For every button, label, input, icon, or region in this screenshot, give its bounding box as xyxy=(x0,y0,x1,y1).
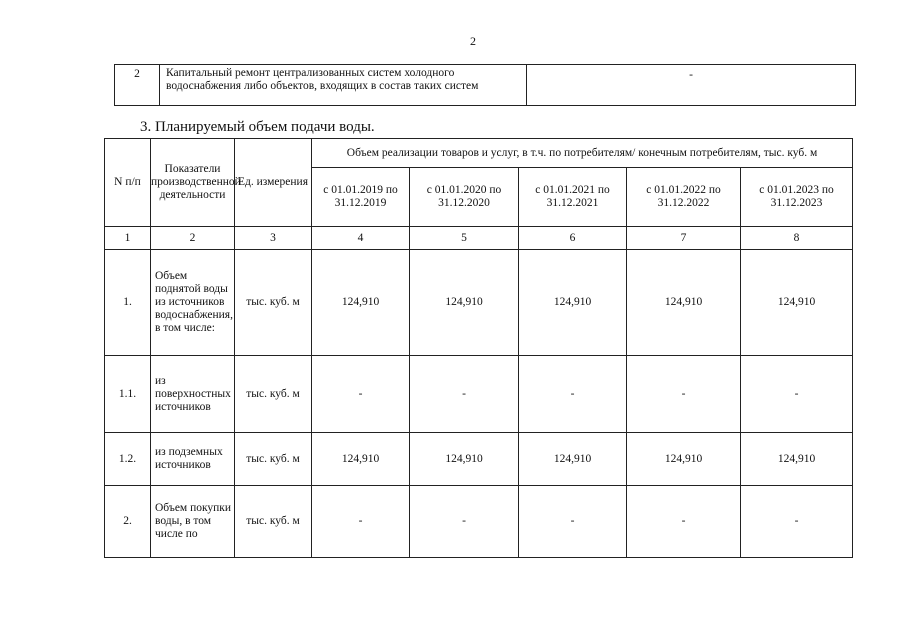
page-number: 2 xyxy=(470,34,476,48)
row-number: 2. xyxy=(105,486,151,558)
row-value: - xyxy=(627,356,741,433)
row-number: 1.1. xyxy=(105,356,151,433)
table-row xyxy=(105,250,853,356)
row-value: 124,910 xyxy=(312,250,410,356)
description-line: Капитальный ремонт централизованных систем холодного xyxy=(166,67,455,79)
column-number: 2 xyxy=(151,227,235,250)
period-header: с 01.01.2023 по 31.12.2023 xyxy=(741,168,853,227)
description-line: водоснабжения либо объектов, входящих в состав таких систем xyxy=(166,80,479,92)
row-value: - xyxy=(527,65,856,106)
column-number: 3 xyxy=(235,227,312,250)
row-value: - xyxy=(741,486,853,558)
row-number: 1.2. xyxy=(105,433,151,486)
row-value: 124,910 xyxy=(627,250,741,356)
row-value: - xyxy=(519,356,627,433)
row-value: - xyxy=(312,356,410,433)
column-number: 7 xyxy=(627,227,741,250)
row-value: 124,910 xyxy=(741,250,853,356)
row-value: 124,910 xyxy=(410,433,519,486)
row-value: - xyxy=(410,486,519,558)
row-unit: тыс. куб. м xyxy=(235,356,312,433)
water-supply-table xyxy=(104,138,853,558)
row-value: - xyxy=(627,486,741,558)
row-value: - xyxy=(410,356,519,433)
row-indicator: Объем поднятой воды из источников водоснабжения, в том числе: xyxy=(151,250,235,356)
period-header: с 01.01.2020 по 31.12.2020 xyxy=(410,168,519,227)
row-unit: тыс. куб. м xyxy=(235,250,312,356)
column-number-row xyxy=(105,227,853,250)
header-row xyxy=(105,139,853,168)
table-row xyxy=(105,433,853,486)
row-number: 2 xyxy=(115,65,160,106)
row-description xyxy=(160,65,527,106)
header-num: N п/п xyxy=(105,139,151,227)
period-header: с 01.01.2022 по 31.12.2022 xyxy=(627,168,741,227)
table-row xyxy=(115,65,856,106)
row-value: 124,910 xyxy=(519,433,627,486)
column-number: 5 xyxy=(410,227,519,250)
row-value: - xyxy=(741,356,853,433)
row-number: 1. xyxy=(105,250,151,356)
table-row xyxy=(105,356,853,433)
header-volume: Объем реализации товаров и услуг, в т.ч. по потребителям/ конечным потребителям, тыс. куб. м xyxy=(312,139,853,168)
row-value: 124,910 xyxy=(627,433,741,486)
period-header: с 01.01.2019 по 31.12.2019 xyxy=(312,168,410,227)
column-number: 8 xyxy=(741,227,853,250)
column-number: 6 xyxy=(519,227,627,250)
capital-repair-table xyxy=(114,64,856,106)
table-row xyxy=(105,486,853,558)
row-value: 124,910 xyxy=(741,433,853,486)
column-number: 4 xyxy=(312,227,410,250)
row-value: 124,910 xyxy=(410,250,519,356)
period-header: с 01.01.2021 по 31.12.2021 xyxy=(519,168,627,227)
row-value: - xyxy=(519,486,627,558)
row-value: 124,910 xyxy=(519,250,627,356)
header-indicator: Показатели производственной деятельности xyxy=(151,139,235,227)
row-unit: тыс. куб. м xyxy=(235,433,312,486)
row-unit: тыс. куб. м xyxy=(235,486,312,558)
section-title: 3. Планируемый объем подачи воды. xyxy=(140,119,375,135)
row-value: 124,910 xyxy=(312,433,410,486)
row-indicator: Объем покупки воды, в том числе по xyxy=(151,486,235,558)
row-indicator: из поверхностных источников xyxy=(151,356,235,433)
header-unit: Ед. измерения xyxy=(235,139,312,227)
row-indicator: из подземных источников xyxy=(151,433,235,486)
row-value: - xyxy=(312,486,410,558)
column-number: 1 xyxy=(105,227,151,250)
